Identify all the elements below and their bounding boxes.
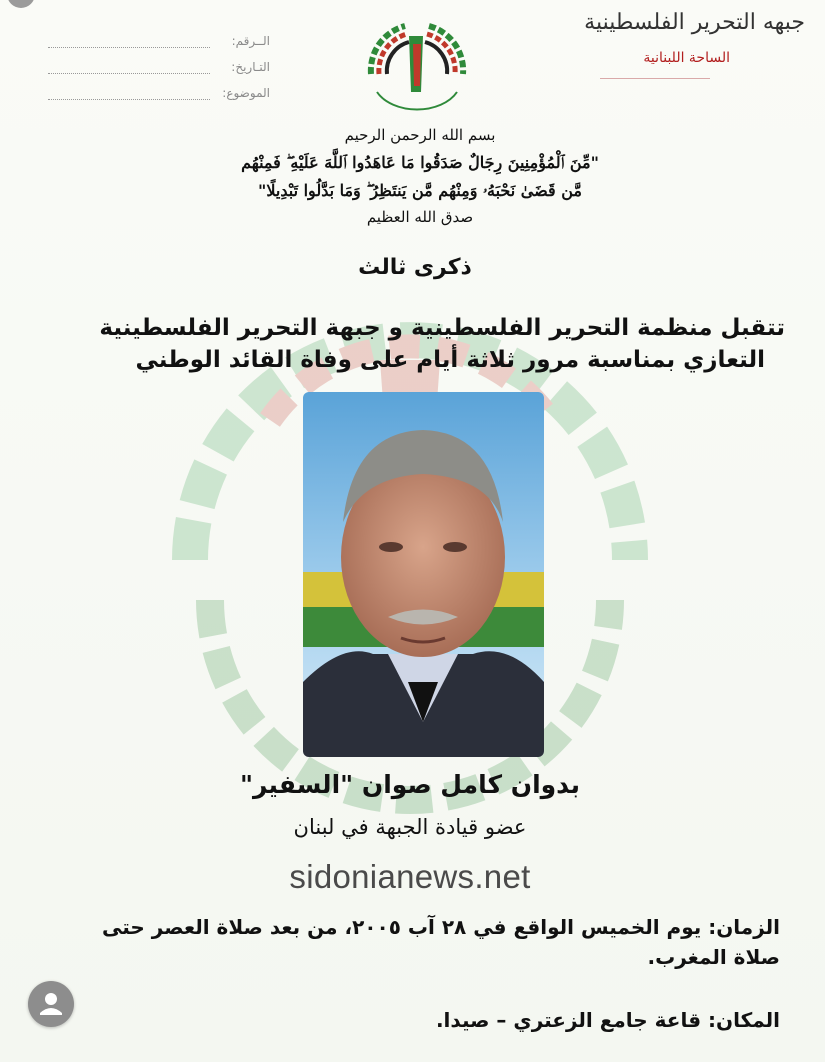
- announcement-line-1: تتقبل منظمة التحرير الفلسطينية و جبهة التحرير الفلسطينية: [99, 315, 785, 341]
- ref-subject-field: [40, 74, 270, 100]
- org-subtitle: الساحة اللبنانية: [643, 50, 730, 66]
- ref-subject-label: الموضوع:: [222, 86, 270, 100]
- ref-date-line: [48, 59, 210, 74]
- user-icon: [28, 981, 74, 1027]
- ref-number-label: الــرقم:: [231, 34, 270, 48]
- time-line-1: الزمان: يوم الخميس الواقع في ٢٨ آب ٢٠٠٥، من بعد صلاة العصر حتى: [102, 915, 780, 939]
- plf-emblem-icon: [357, 14, 477, 124]
- profile-avatar-icon: [4, 0, 38, 10]
- org-subtitle-underline: [600, 78, 710, 79]
- ref-date-label: التـاريخ:: [231, 60, 270, 74]
- ref-subject-line: [48, 85, 210, 100]
- user-avatar-button[interactable]: [28, 981, 74, 1027]
- website-watermark: sidonianews.net: [289, 858, 531, 895]
- announcement-line-2: التعازي بمناسبة مرور ثلاثة أيام على وفاة القائد الوطني: [135, 347, 765, 373]
- sadaq-closing: صدق الله العظيم: [366, 208, 474, 226]
- quran-verse-line-1: "مِّنَ ٱلْمُؤْمِنِينَ رِجَالٌ صَدَقُوا مَا عَاهَدُوا ٱللَّهَ عَلَيْهِ ۖ فَمِنْهُم: [241, 153, 599, 172]
- time-line-2: صلاة المغرب.: [647, 945, 780, 969]
- deceased-role: عضو قيادة الجبهة في لبنان: [293, 815, 527, 839]
- reference-fields: [40, 22, 270, 100]
- org-title: جبهه التحرير الفلسطينية: [584, 10, 805, 35]
- ref-number-line: [48, 33, 210, 48]
- quran-verse-line-2: مَّن قَضَىٰ نَحْبَهُۥ وَمِنْهُم مَّن يَنتَظِرُ ۖ وَمَا بَدَّلُوا تَبْدِيلًا": [258, 181, 582, 200]
- memorial-title: ذكرى ثالث: [358, 255, 472, 280]
- deceased-portrait: [303, 392, 544, 757]
- deceased-name: بدوان كامل صوان "السفير": [239, 770, 581, 799]
- ref-date-field: [40, 48, 270, 74]
- basmala: بسم الله الرحمن الرحيم: [344, 126, 496, 144]
- ref-number-field: [40, 22, 270, 48]
- location-line: المكان: قاعة جامع الزعتري – صيدا.: [435, 1008, 780, 1032]
